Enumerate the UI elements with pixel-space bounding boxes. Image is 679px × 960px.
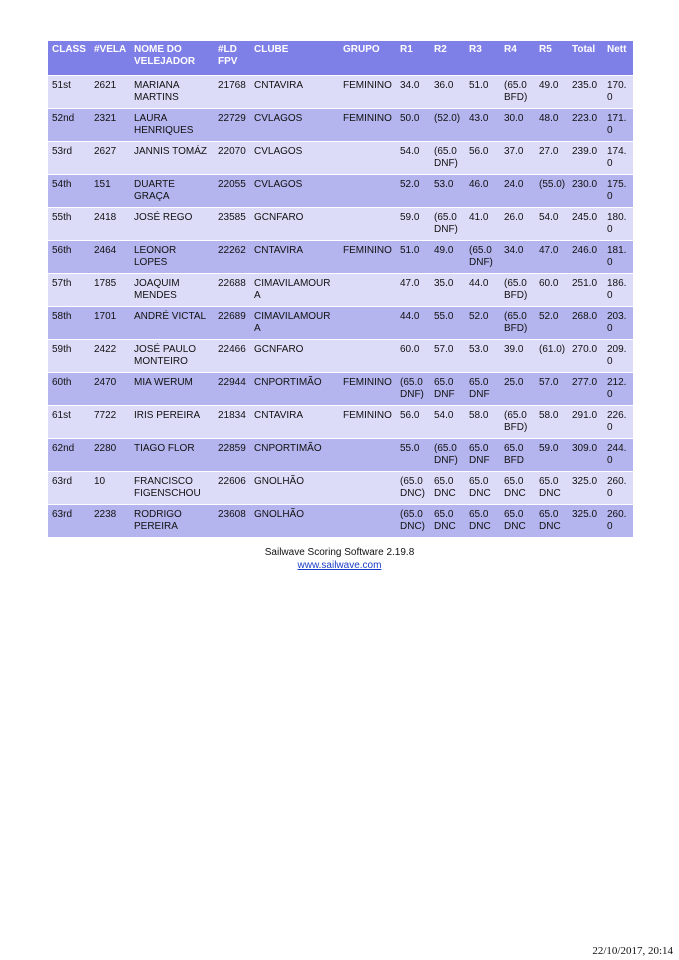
cell-sailor-name: JOSÉ REGO [130,208,214,241]
column-header-r2: R2 [430,41,465,76]
cell-r3: 65.0 DNF [465,373,500,406]
cell-sail-number: 2470 [90,373,130,406]
cell-ld-fpv: 22859 [214,439,250,472]
cell-r1: 34.0 [396,76,430,109]
cell-r5: 27.0 [535,142,568,175]
cell-r2: 65.0 DNC [430,505,465,538]
cell-r4: 26.0 [500,208,535,241]
cell-r1: 51.0 [396,241,430,274]
column-header-r3: R3 [465,41,500,76]
cell-sailor-name: ANDRÉ VICTAL [130,307,214,340]
cell-r3: 65.0 DNC [465,472,500,505]
cell-total: 246.0 [568,241,603,274]
cell-r2: (52.0) [430,109,465,142]
cell-total: 277.0 [568,373,603,406]
cell-r5: 65.0 DNC [535,505,568,538]
cell-ld-fpv: 22466 [214,340,250,373]
cell-total: 239.0 [568,142,603,175]
cell-total: 325.0 [568,505,603,538]
cell-r1: 60.0 [396,340,430,373]
table-row [48,175,633,208]
cell-r1: 52.0 [396,175,430,208]
table-row [48,439,633,472]
table-row [48,307,633,340]
column-header-sailor-name: NOME DO VELEJADOR [130,41,214,76]
cell-ld-fpv: 22262 [214,241,250,274]
cell-class: 63rd [48,505,90,538]
column-header-ld-fpv: #LD FPV [214,41,250,76]
cell-club: CIMAVILAMOURA [250,274,339,307]
cell-nett: 175.0 [603,175,633,208]
cell-club: GNOLHÃO [250,505,339,538]
column-header-r4: R4 [500,41,535,76]
cell-sailor-name: JOSÉ PAULO MONTEIRO [130,340,214,373]
cell-sail-number: 7722 [90,406,130,439]
cell-r5: 52.0 [535,307,568,340]
cell-r3: 65.0 DNC [465,505,500,538]
cell-sail-number: 1701 [90,307,130,340]
cell-sailor-name: MIA WERUM [130,373,214,406]
table-row [48,472,633,505]
column-header-sail-number: #VELA [90,41,130,76]
cell-total: 245.0 [568,208,603,241]
cell-sail-number: 151 [90,175,130,208]
cell-club: CVLAGOS [250,142,339,175]
cell-club: CNPORTIMÃO [250,439,339,472]
cell-nett: 170.0 [603,76,633,109]
cell-ld-fpv: 22070 [214,142,250,175]
cell-r5: 48.0 [535,109,568,142]
cell-sail-number: 2418 [90,208,130,241]
cell-club: CNPORTIMÃO [250,373,339,406]
cell-r2: 54.0 [430,406,465,439]
cell-group [339,439,396,472]
cell-nett: 181.0 [603,241,633,274]
cell-r5: 57.0 [535,373,568,406]
table-row [48,208,633,241]
cell-sail-number: 2422 [90,340,130,373]
cell-nett: 226.0 [603,406,633,439]
cell-sailor-name: JOAQUIM MENDES [130,274,214,307]
table-row [48,76,633,109]
cell-r2: 65.0 DNC [430,472,465,505]
cell-total: 235.0 [568,76,603,109]
cell-club: CNTAVIRA [250,76,339,109]
cell-group [339,274,396,307]
cell-r2: (65.0 DNF) [430,142,465,175]
cell-r2: (65.0 DNF) [430,439,465,472]
cell-r5: 59.0 [535,439,568,472]
cell-club: CNTAVIRA [250,241,339,274]
cell-nett: 171.0 [603,109,633,142]
cell-r3: 43.0 [465,109,500,142]
cell-r3: 65.0 DNF [465,439,500,472]
cell-r2: 53.0 [430,175,465,208]
cell-r3: (65.0 DNF) [465,241,500,274]
cell-total: 230.0 [568,175,603,208]
cell-r4: 65.0 DNC [500,472,535,505]
cell-ld-fpv: 22944 [214,373,250,406]
cell-r1: 54.0 [396,142,430,175]
cell-sailor-name: LEONOR LOPES [130,241,214,274]
cell-r5: 65.0 DNC [535,472,568,505]
cell-r1: 44.0 [396,307,430,340]
cell-ld-fpv: 21834 [214,406,250,439]
cell-r1: (65.0 DNF) [396,373,430,406]
cell-nett: 212.0 [603,373,633,406]
cell-sailor-name: DUARTE GRAÇA [130,175,214,208]
cell-r4: 25.0 [500,373,535,406]
cell-r5: (61.0) [535,340,568,373]
cell-class: 63rd [48,472,90,505]
cell-r3: 41.0 [465,208,500,241]
cell-sailor-name: TIAGO FLOR [130,439,214,472]
cell-r1: 59.0 [396,208,430,241]
cell-r5: (55.0) [535,175,568,208]
table-row [48,241,633,274]
column-header-group: GRUPO [339,41,396,76]
cell-r2: 55.0 [430,307,465,340]
cell-class: 59th [48,340,90,373]
cell-nett: 174.0 [603,142,633,175]
cell-r1: 56.0 [396,406,430,439]
cell-sail-number: 2280 [90,439,130,472]
cell-group: FEMININO [339,241,396,274]
cell-r5: 54.0 [535,208,568,241]
cell-r2: 35.0 [430,274,465,307]
table-row [48,109,633,142]
cell-sailor-name: LAURA HENRIQUES [130,109,214,142]
cell-total: 268.0 [568,307,603,340]
table-row [48,340,633,373]
cell-ld-fpv: 22729 [214,109,250,142]
cell-r4: 37.0 [500,142,535,175]
cell-club: GCNFARO [250,208,339,241]
cell-group [339,340,396,373]
cell-r5: 47.0 [535,241,568,274]
cell-class: 52nd [48,109,90,142]
cell-nett: 244.0 [603,439,633,472]
table-row [48,505,633,538]
footer-software-name: Sailwave Scoring Software 2.19.8 [264,547,415,558]
cell-group: FEMININO [339,76,396,109]
cell-group [339,175,396,208]
cell-group: FEMININO [339,406,396,439]
cell-total: 309.0 [568,439,603,472]
cell-class: 62nd [48,439,90,472]
cell-group [339,142,396,175]
cell-r4: 65.0 DNC [500,505,535,538]
cell-sailor-name: MARIANA MARTINS [130,76,214,109]
cell-r3: 46.0 [465,175,500,208]
cell-r4: (65.0 BFD) [500,274,535,307]
cell-r2: 57.0 [430,340,465,373]
cell-r4: 34.0 [500,241,535,274]
cell-r3: 44.0 [465,274,500,307]
cell-club: CVLAGOS [250,175,339,208]
cell-sail-number: 2627 [90,142,130,175]
cell-r4: 39.0 [500,340,535,373]
cell-sail-number: 2238 [90,505,130,538]
cell-ld-fpv: 22055 [214,175,250,208]
column-header-club: CLUBE [250,41,339,76]
cell-r1: 47.0 [396,274,430,307]
table-row [48,406,633,439]
cell-r3: 53.0 [465,340,500,373]
cell-r3: 52.0 [465,307,500,340]
cell-r2: 49.0 [430,241,465,274]
cell-r3: 56.0 [465,142,500,175]
cell-group: FEMININO [339,109,396,142]
cell-class: 55th [48,208,90,241]
cell-nett: 209.0 [603,340,633,373]
cell-class: 57th [48,274,90,307]
cell-r4: 24.0 [500,175,535,208]
column-header-r1: R1 [396,41,430,76]
cell-sail-number: 2621 [90,76,130,109]
cell-r3: 58.0 [465,406,500,439]
cell-sail-number: 1785 [90,274,130,307]
cell-ld-fpv: 23608 [214,505,250,538]
cell-nett: 180.0 [603,208,633,241]
cell-nett: 186.0 [603,274,633,307]
cell-group: FEMININO [339,373,396,406]
cell-class: 51st [48,76,90,109]
cell-r2: 65.0 DNF [430,373,465,406]
sailwave-link[interactable]: www.sailwave.com [297,560,382,571]
cell-ld-fpv: 21768 [214,76,250,109]
cell-sailor-name: FRANCISCO FIGENSCHOU [130,472,214,505]
cell-r4: (65.0 BFD) [500,406,535,439]
table-row [48,142,633,175]
cell-r1: 55.0 [396,439,430,472]
cell-sailor-name: JANNIS TOMÁZ [130,142,214,175]
cell-r1: (65.0 DNC) [396,472,430,505]
cell-nett: 260.0 [603,472,633,505]
cell-r1: (65.0 DNC) [396,505,430,538]
cell-total: 325.0 [568,472,603,505]
column-header-class: CLASS [48,41,90,76]
cell-class: 61st [48,406,90,439]
cell-r3: 51.0 [465,76,500,109]
cell-group [339,505,396,538]
column-header-nett: Nett [603,41,633,76]
cell-r4: 65.0 BFD [500,439,535,472]
cell-group [339,472,396,505]
cell-r1: 50.0 [396,109,430,142]
footer-link-row [0,560,679,571]
header-row [48,41,633,76]
cell-club: GNOLHÃO [250,472,339,505]
cell-total: 251.0 [568,274,603,307]
cell-club: CIMAVILAMOURA [250,307,339,340]
cell-class: 58th [48,307,90,340]
cell-sail-number: 10 [90,472,130,505]
cell-total: 270.0 [568,340,603,373]
cell-club: GCNFARO [250,340,339,373]
cell-r2: 36.0 [430,76,465,109]
cell-r4: (65.0 BFD) [500,307,535,340]
cell-nett: 260.0 [603,505,633,538]
column-header-r5: R5 [535,41,568,76]
cell-r5: 58.0 [535,406,568,439]
cell-total: 291.0 [568,406,603,439]
cell-ld-fpv: 22689 [214,307,250,340]
cell-sail-number: 2321 [90,109,130,142]
cell-r5: 49.0 [535,76,568,109]
cell-class: 60th [48,373,90,406]
cell-sailor-name: RODRIGO PEREIRA [130,505,214,538]
cell-total: 223.0 [568,109,603,142]
cell-club: CVLAGOS [250,109,339,142]
results-table [48,41,633,537]
print-timestamp: 22/10/2017, 20:14 [592,945,673,957]
cell-r4: 30.0 [500,109,535,142]
results-body [48,76,633,538]
cell-ld-fpv: 22688 [214,274,250,307]
cell-ld-fpv: 22606 [214,472,250,505]
cell-ld-fpv: 23585 [214,208,250,241]
table-row [48,274,633,307]
cell-class: 54th [48,175,90,208]
cell-class: 56th [48,241,90,274]
cell-class: 53rd [48,142,90,175]
cell-r2: (65.0 DNF) [430,208,465,241]
column-header-total: Total [568,41,603,76]
cell-club: CNTAVIRA [250,406,339,439]
cell-sailor-name: IRIS PEREIRA [130,406,214,439]
cell-r5: 60.0 [535,274,568,307]
table-row [48,373,633,406]
cell-group [339,208,396,241]
cell-group [339,307,396,340]
cell-sail-number: 2464 [90,241,130,274]
cell-r4: (65.0 BFD) [500,76,535,109]
cell-nett: 203.0 [603,307,633,340]
